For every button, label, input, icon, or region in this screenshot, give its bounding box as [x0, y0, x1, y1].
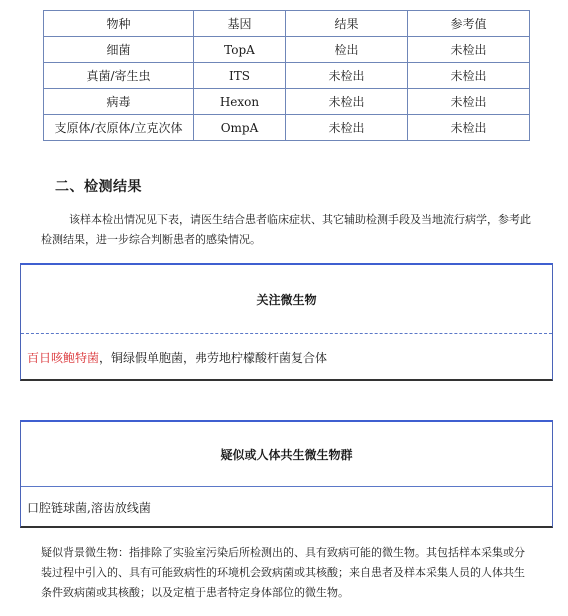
focus-microbes-box	[20, 263, 553, 381]
background-box-content: 口腔链球菌,溶齿放线菌	[27, 500, 151, 515]
header-species: 物种	[44, 11, 194, 37]
cell-result: 检出	[286, 37, 408, 63]
cell-result: 未检出	[286, 89, 408, 115]
background-microbes-box	[20, 420, 553, 528]
cell-species: 支原体/衣原体/立克次体	[44, 115, 194, 141]
table-row	[44, 63, 530, 89]
cell-gene: TopA	[194, 37, 286, 63]
header-result: 结果	[286, 11, 408, 37]
table-header-row	[44, 11, 530, 37]
table-row	[44, 115, 530, 141]
cell-species: 真菌/寄生虫	[44, 63, 194, 89]
cell-reference: 未检出	[408, 89, 530, 115]
focus-box-title: 关注微生物	[256, 292, 317, 307]
other-microbes: ，铜绿假单胞菌，弗劳地柠檬酸杆菌复合体	[99, 350, 328, 365]
section-title: 二、检测结果	[55, 179, 142, 195]
cell-result: 未检出	[286, 115, 408, 141]
focus-box-content	[21, 334, 552, 380]
footer-note: 疑似背景微生物：指排除了实验室污染后所检测出的、具有致病可能的微生物。其包括样本采集或分装过程中引入的、具有可能致病性的环境机会致病菌或其核酸；来自患者及样本采集人员的人体共生条件致病菌或其核酸；以及定植于患者特定身体部位的微生物。	[41, 546, 525, 599]
section-intro: 该样本检出情况见下表，请医生结合患者临床症状、其它辅助检测手段及当地流行病学，参考此检测结果，进一步综合判断患者的感染情况。	[41, 213, 531, 246]
results-table	[43, 10, 530, 141]
cell-gene: ITS	[194, 63, 286, 89]
table-row	[44, 89, 530, 115]
table-row	[44, 37, 530, 63]
cell-result: 未检出	[286, 63, 408, 89]
cell-reference: 未检出	[408, 115, 530, 141]
cell-reference: 未检出	[408, 37, 530, 63]
cell-gene: OmpA	[194, 115, 286, 141]
background-box-title: 疑似或人体共生微生物群	[220, 447, 353, 462]
cell-species: 病毒	[44, 89, 194, 115]
cell-species: 细菌	[44, 37, 194, 63]
highlighted-microbe: 百日咳鲍特菌	[27, 350, 100, 365]
header-reference: 参考值	[408, 11, 530, 37]
cell-reference: 未检出	[408, 63, 530, 89]
cell-gene: Hexon	[194, 89, 286, 115]
header-gene: 基因	[194, 11, 286, 37]
